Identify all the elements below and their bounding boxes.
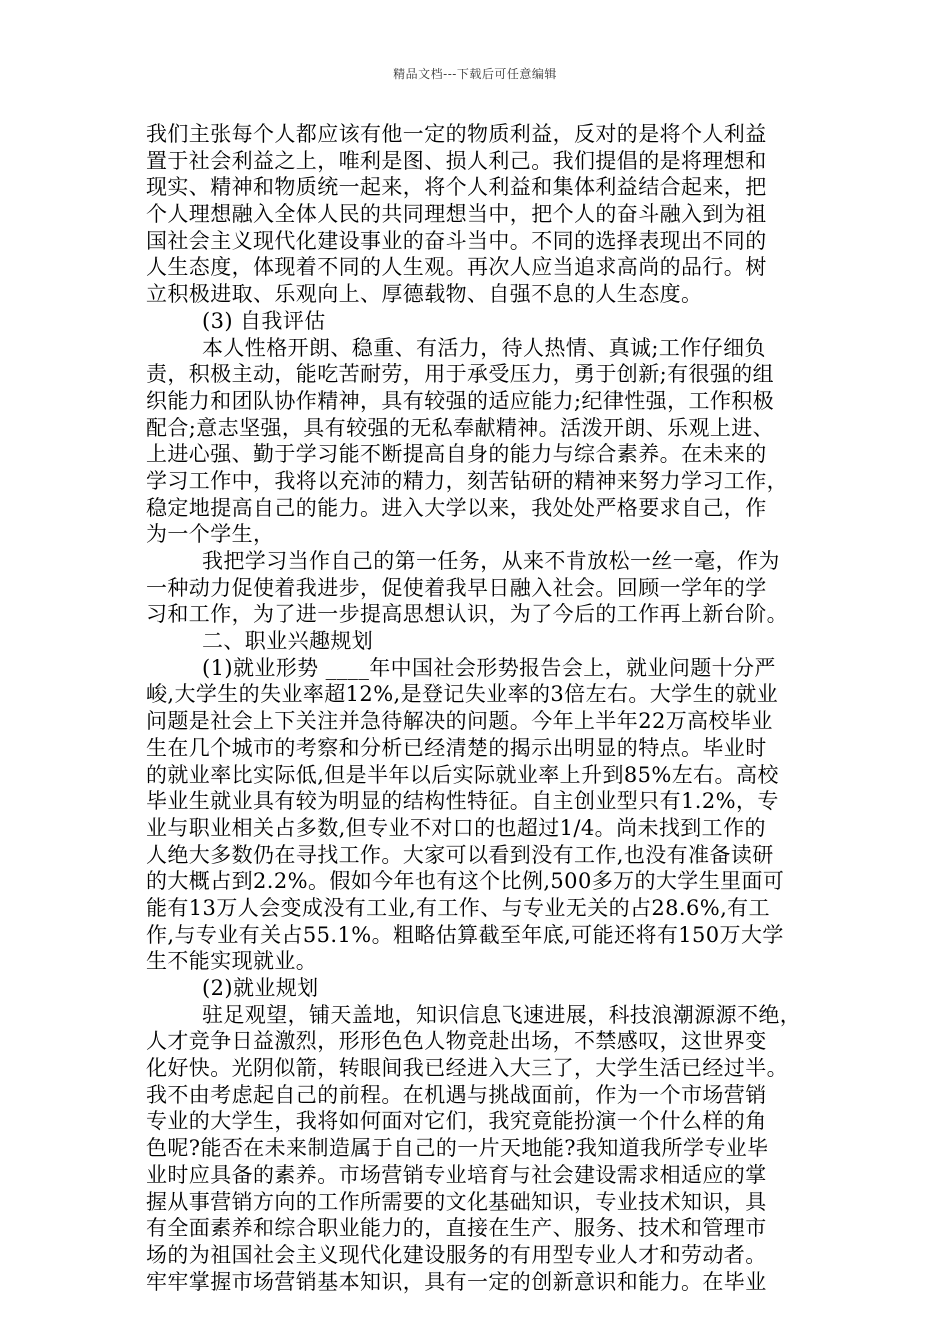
text-line: 本人性格开朗、稳重、有活力，待人热情、真诚;工作仔细负 xyxy=(202,335,766,360)
text-line: 置于社会利益之上，唯利是图、损人利己。我们提倡的是将理想和 xyxy=(146,148,767,173)
text-line: 峻,大学生的失业率超12%,是登记失业率的3倍左右。大学生的就业 xyxy=(146,682,779,707)
text-line: 我们主张每个人都应该有他一定的物质利益，反对的是将个人利益 xyxy=(146,122,767,146)
text-line: 我把学习当作自己的第一任务，从来不肯放松一丝一毫，作为 xyxy=(202,549,780,573)
text-line: 业时应具备的素养。市场营销专业培育与社会建设需求相适应的掌 xyxy=(146,1162,767,1187)
text-line: 专业的大学生，我将如何面对它们，我究竟能扮演一个什么样的角 xyxy=(146,1109,767,1134)
text-line: 责，积极主动，能吃苦耐劳，用于承受压力，勇于创新;有很强的组 xyxy=(146,362,775,387)
text-line: 色呢?能否在未来制造属于自己的一片天地能?我知道我所学专业毕 xyxy=(146,1136,769,1161)
text-line: 立积极进取、乐观向上、厚德载物、自强不息的人生态度。 xyxy=(146,282,703,307)
text-line: (2)就业规划 xyxy=(202,976,319,1000)
text-line: 习和工作，为了进一步提高思想认识，为了今后的工作再上新台阶。 xyxy=(146,602,788,627)
page-header: 精品文档---下载后可任意编辑 xyxy=(393,67,557,81)
text-line: 毕业生就业具有较为明显的结构性特征。自主创业型只有1.2%，专 xyxy=(146,789,779,814)
document-body xyxy=(146,121,810,1295)
text-line: 织能力和团队协作精神，具有较强的适应能力;纪律性强，工作积极 xyxy=(146,388,775,413)
text-line: 学习工作中，我将以充沛的精力，刻苦钻研的精神来努力学习工作， xyxy=(146,468,788,493)
text-line: 为一个学生， xyxy=(146,522,275,547)
text-line: 一种动力促使着我进步，促使着我早日融入社会。回顾一学年的学 xyxy=(146,575,767,600)
text-line: 握从事营销方向的工作所需要的文化基础知识，专业技术知识，具 xyxy=(146,1189,767,1214)
text-line: 生在几个城市的考察和分析已经清楚的揭示出明显的特点。毕业时 xyxy=(146,735,767,760)
text-line: 能有13万人会变成没有工业,有工作、与专业无关的占28.6%,有工 xyxy=(146,895,770,920)
text-line: 场的为祖国社会主义现代化建设服务的有用型专业人才和劳动者。 xyxy=(146,1242,767,1267)
text-line: 我不由考虑起自己的前程。在机遇与挑战面前，作为一个市场营销 xyxy=(146,1082,767,1107)
text-line: 化好快。光阴似箭，转眼间我已经进入大三了，大学生活已经过半。 xyxy=(146,1056,788,1081)
text-line: 人才竞争日益激烈，形形色色人物竞赴出场，不禁感叹，这世界变 xyxy=(146,1029,767,1054)
text-line: 驻足观望，铺天盖地，知识信息飞速进展，科技浪潮源源不绝， xyxy=(202,1002,802,1027)
text-line: 人绝大多数仍在寻找工作。大家可以看到没有工作,也没有准备读研 xyxy=(146,842,774,867)
text-line: 国社会主义现代化建设事业的奋斗当中。不同的选择表现出不同的 xyxy=(146,228,767,253)
text-line: 的大概占到2.2%。假如今年也有这个比例,500多万的大学生里面可 xyxy=(146,869,785,894)
text-line: 牢牢掌握市场营销基本知识，具有一定的创新意识和能力。在毕业 xyxy=(146,1269,767,1294)
text-line: 作,与专业有关占55.1%。粗略估算截至年底,可能还将有150万大学 xyxy=(146,922,784,947)
text-line: (3) 自我评估 xyxy=(202,308,326,333)
text-line: 业与职业相关占多数,但专业不对口的也超过1/4。尚未找到工作的 xyxy=(146,815,766,840)
text-line: 个人理想融入全体人民的共同理想当中，把个人的奋斗融入到为祖 xyxy=(146,202,767,227)
text-line: 上进心强、勤于学习能不断提高自身的能力与综合素养。在未来的 xyxy=(146,442,767,467)
text-line: 稳定地提高自己的能力。进入大学以来，我处处严格要求自己，作 xyxy=(146,495,767,520)
text-line: 配合;意志坚强，具有较强的无私奉献精神。活泼开朗、乐观上进、 xyxy=(146,415,775,440)
text-line: 现实、精神和物质统一起来，将个人利益和集体利益结合起来，把 xyxy=(146,175,767,200)
text-line: 人生态度，体现着不同的人生观。再次人应当追求高尚的品行。树 xyxy=(146,255,767,280)
text-line: (1)就业形势 ____年中国社会形势报告会上，就业问题十分严 xyxy=(202,655,776,680)
text-line: 二、职业兴趣规划 xyxy=(202,629,374,654)
text-line: 生不能实现就业。 xyxy=(146,949,318,974)
text-line: 有全面素养和综合职业能力的，直接在生产、服务、技术和管理市 xyxy=(146,1216,767,1241)
text-line: 问题是社会上下关注并急待解决的问题。今年上半年22万高校毕业 xyxy=(146,709,773,734)
text-line: 的就业率比实际低,但是半年以后实际就业率上升到85%左右。高校 xyxy=(146,762,779,787)
